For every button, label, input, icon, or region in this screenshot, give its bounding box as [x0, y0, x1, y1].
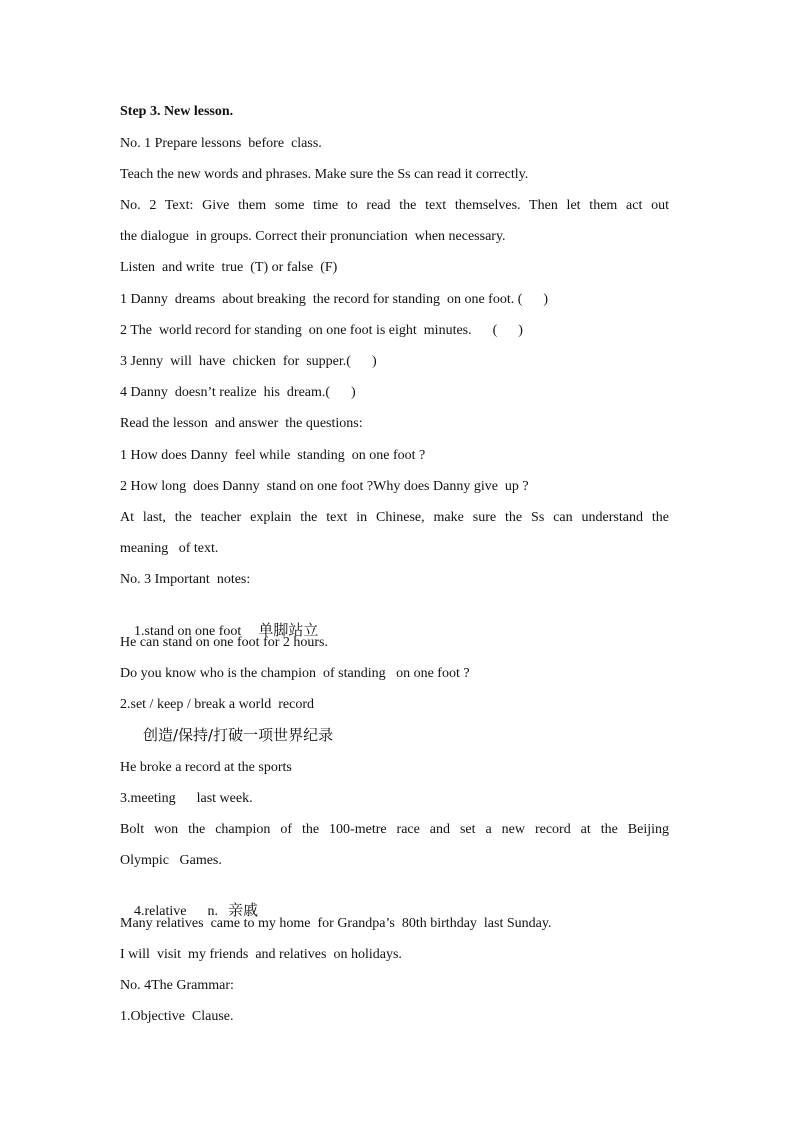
- paragraph-line: No. 1 Prepare lessons before class.: [120, 136, 322, 151]
- paragraph-line: No. 2 Text: Give them some time to read the text themselves. Then let them act out: [120, 198, 669, 213]
- note-phrase: 1.stand on one foot: [134, 624, 242, 639]
- paragraph-line: At last, the teacher explain the text in Chinese, make sure the Ss can understand the: [120, 510, 669, 525]
- example-sentence: He broke a record at the sports: [120, 760, 292, 775]
- example-sentence: He can stand on one foot for 2 hours.: [120, 635, 329, 650]
- true-false-item: 3 Jenny will have chicken for supper.( ): [120, 354, 377, 369]
- example-sentence: I will visit my friends and relatives on holidays.: [120, 947, 402, 962]
- true-false-item: 4 Danny doesn’t realize his dream.( ): [120, 385, 356, 400]
- question-item: 2 How long does Danny stand on one foot ?Why does Danny give up ?: [120, 479, 529, 494]
- section-heading: Step 3. New lesson.: [120, 104, 234, 119]
- chinese-translation: 单脚站立: [258, 621, 319, 639]
- true-false-item: 1 Danny dreams about breaking the record for standing on one foot. ( ): [120, 292, 549, 307]
- subsection-heading: No. 3 Important notes:: [120, 572, 251, 587]
- paragraph-line: Teach the new words and phrases. Make sure the Ss can read it correctly.: [120, 167, 529, 182]
- grammar-item: 1.Objective Clause.: [120, 1009, 234, 1024]
- example-sentence: Bolt won the champion of the 100-metre race and set a new record at the Beijing: [120, 822, 669, 837]
- example-sentence: Do you know who is the champion of standing on one foot ?: [120, 666, 470, 681]
- note-item: 3.meeting last week.: [120, 791, 253, 806]
- chinese-translation: 创造/保持/打破一项世界纪录: [143, 726, 334, 744]
- note-phrase: 4.relative n.: [134, 904, 218, 919]
- true-false-item: 2 The world record for standing on one foot is eight minutes. ( ): [120, 323, 523, 338]
- question-item: 1 How does Danny feel while standing on one foot ?: [120, 448, 426, 463]
- chinese-translation: 亲戚: [227, 901, 258, 919]
- exercise-instruction: Listen and write true (T) or false (F): [120, 260, 338, 275]
- example-sentence: Olympic Games.: [120, 853, 222, 868]
- example-sentence: Many relatives came to my home for Grandpa’s 80th birthday last Sunday.: [120, 916, 552, 931]
- paragraph-line: the dialogue in groups. Correct their pronunciation when necessary.: [120, 229, 506, 244]
- subsection-heading: No. 4The Grammar:: [120, 978, 234, 993]
- exercise-instruction: Read the lesson and answer the questions:: [120, 416, 363, 431]
- note-item: 2.set / keep / break a world record: [120, 697, 314, 712]
- paragraph-line: meaning of text.: [120, 541, 219, 556]
